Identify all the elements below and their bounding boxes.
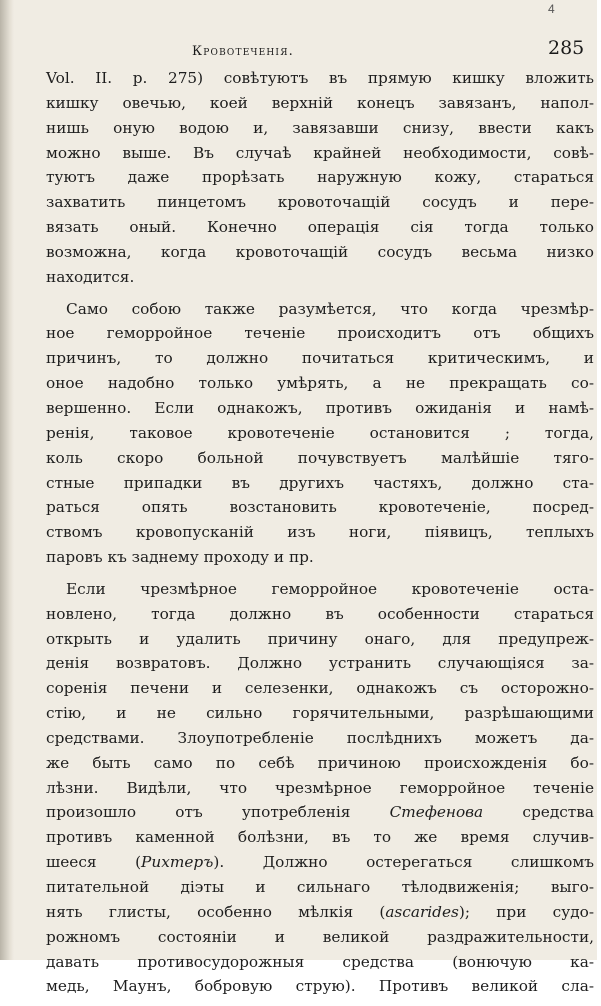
page-right-margin — [597, 0, 601, 960]
text-line: стію, и не сильно горячительными, разрѣшающими — [46, 704, 594, 723]
text-line: коль скоро больной почувствуетъ малѣйшіе тяго- — [46, 448, 594, 467]
text-line: ное геморройное теченіе происходитъ отъ общихъ — [46, 324, 594, 343]
text-line: рожномъ состояніи и великой раздражительности, — [46, 927, 594, 946]
text-line: возможна, когда кровоточащій сосудъ весьма низко — [46, 242, 594, 261]
text-line: нишь оную водою и, завязавши снизу, ввести какъ — [46, 118, 594, 137]
paragraph-2 — [46, 297, 594, 570]
text-line: оное надобно только умѣрять, а не прекращать со- — [46, 374, 594, 393]
text-line: ствомъ кровопусканій изъ ноги, піявицъ, теплыхъ — [46, 523, 594, 542]
text-line: открыть и удалить причину онаго, для предупреж- — [46, 629, 594, 648]
text-line: соренія печени и селезенки, однакожъ съ осторожно- — [46, 679, 594, 698]
text-line: кишку овечью, коей верхній конецъ завязанъ, напол- — [46, 93, 594, 112]
text-line: денія возвратовъ. Должно устранить случающіяся за- — [46, 654, 594, 673]
text-line: находится. — [46, 267, 135, 286]
text-line: нять глисты, особенно мѣлкія (ascarides); при судо- — [46, 902, 594, 921]
text-line: ренія, таковое кровотеченіе остановится ; тогда, — [46, 423, 594, 442]
page-binding-edge — [0, 0, 14, 960]
corner-mark: 4 — [548, 2, 555, 16]
page-number: 285 — [548, 37, 585, 59]
text-line: медь, Маунъ, бобровую струю). Противъ великой сла- — [46, 977, 594, 996]
text-line: же быть само по себѣ причиною происхожденія бо- — [46, 753, 594, 772]
text-line: Само собою также разумѣется, что когда чрезмѣр- — [66, 299, 594, 318]
text-line: вершенно. Если однакожъ, противъ ожиданія и намѣ- — [46, 398, 594, 417]
page-header — [0, 28, 601, 68]
text-line: питательной діэты и сильнаго тѣлодвиженія; выго- — [46, 878, 594, 896]
text-line: новлено, тогда должно въ особенности стараться — [46, 604, 594, 623]
text-line: паровъ къ заднему проходу и пр. — [46, 548, 314, 567]
text-line: шееся (Рихтеръ). Должно остерегаться слишкомъ — [46, 853, 595, 872]
text-line: лѣзни. Видѣли, что чрезмѣрное геморройное теченіе — [46, 778, 594, 797]
paragraph-3 — [46, 577, 594, 999]
text-line: причинъ, то должно почитаться критическимъ, и — [46, 349, 594, 368]
text-line: захватить пинцетомъ кровоточащій сосудъ и пере- — [46, 193, 594, 212]
running-title: Кровотеченія. — [192, 44, 294, 59]
text-line: стные припадки въ другихъ частяхъ, должно ста- — [46, 473, 594, 492]
text-line: вязать оный. Конечно операція сія тогда только — [46, 218, 594, 237]
text-line: противъ каменной болѣзни, въ то же время случив- — [46, 828, 594, 847]
body-text — [46, 66, 594, 1006]
text-line: давать противосудорожныя средства (вонючую ка- — [46, 952, 594, 971]
text-line: Vol. II. p. 275) совѣтуютъ въ прямую кишку вложить — [46, 69, 594, 87]
paragraph-1 — [46, 66, 594, 290]
text-line: произошло отъ употребленія Стефенова средства — [46, 803, 594, 822]
text-line: туютъ даже прорѣзать наружную кожу, стараться — [46, 168, 594, 187]
text-line: Если чрезмѣрное геморройное кровотеченіе оста- — [66, 579, 594, 598]
text-line: раться опять возстановить кровотеченіе, посред- — [46, 498, 594, 517]
text-line: можно выше. Въ случаѣ крайней необходимости, совѣ- — [46, 143, 594, 162]
text-line: средствами. Злоупотребленіе послѣднихъ можетъ да- — [46, 728, 594, 747]
